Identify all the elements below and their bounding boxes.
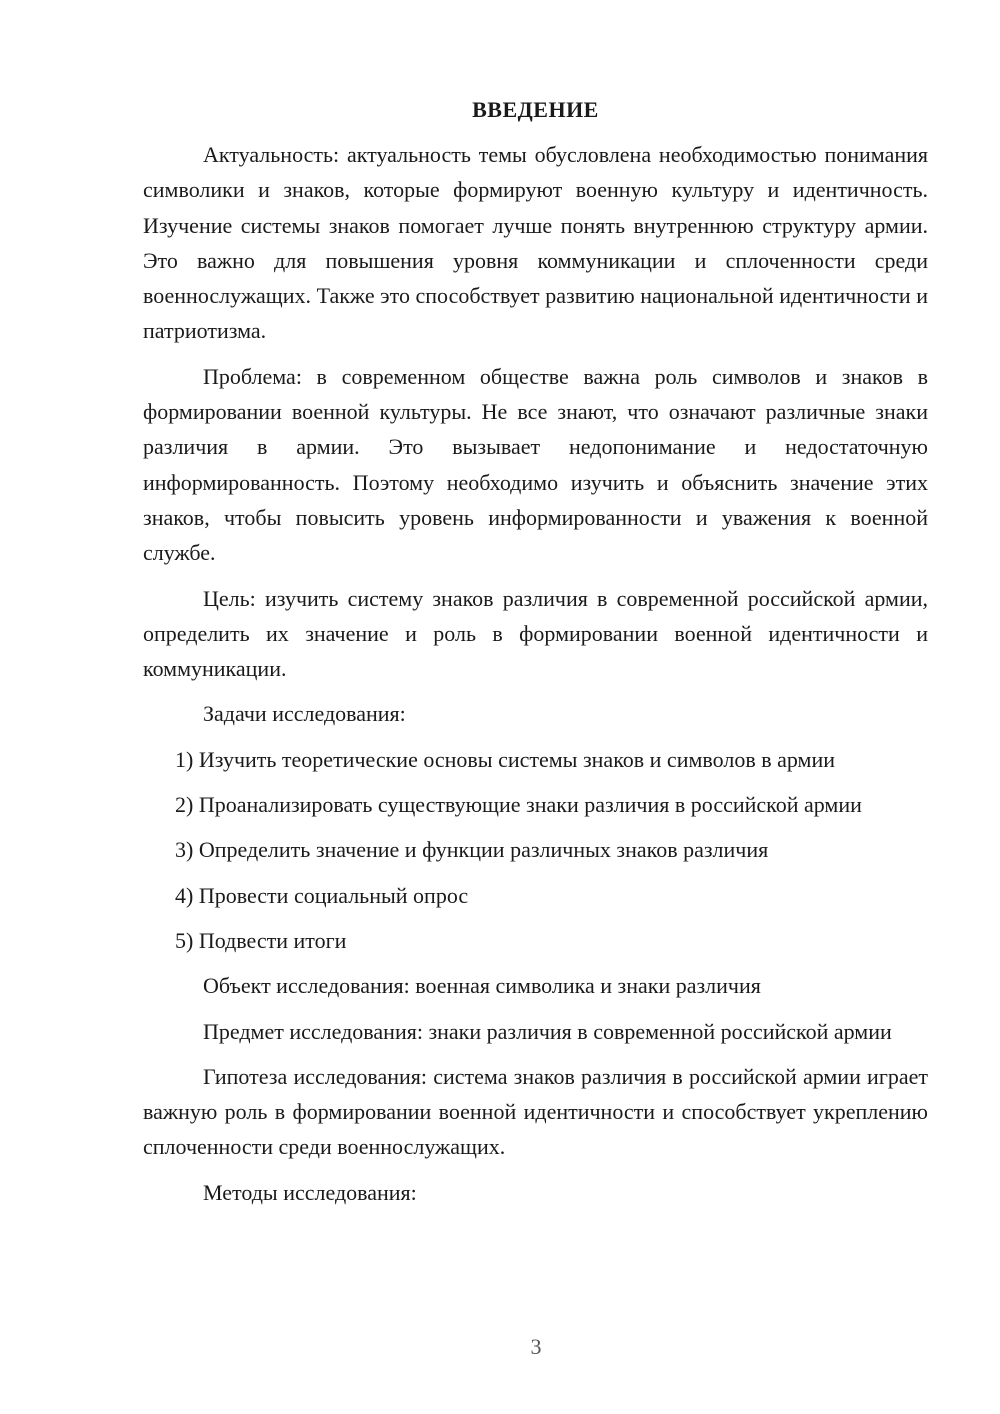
task-item-4: 4) Провести социальный опрос: [175, 882, 469, 908]
page-number: 3: [530, 1334, 542, 1359]
task-item-5: 5) Подвести итоги: [175, 927, 347, 953]
task-item-2: 2) Проанализировать существующие знаки различия в российской армии: [175, 792, 862, 818]
paragraph-tasks-heading: Задачи исследования:: [203, 701, 406, 727]
paragraph-subject: Предмет исследования: знаки различия в современной российской армии: [203, 1018, 892, 1044]
paragraph-relevance: Актуальность: актуальность темы обусловлена необходимостью понимания символики и знаков, которые формируют военную культуру и идентичность. Изучение системы знаков помогает лучше понять внутреннюю структуру армии. Это важно для повышения уровня коммуникации и сплоченности среди военнослужащих. Также это способствует развитию национальной идентичности и патриотизма.: [143, 142, 928, 344]
page-content: [143, 92, 928, 1220]
paragraph-goal: Цель: изучить систему знаков различия в современной российской армии, определить их значение и роль в формировании военной идентичности и коммуникации.: [143, 585, 928, 682]
task-item-3: 3) Определить значение и функции различных знаков различия: [175, 837, 769, 863]
paragraph-problem: Проблема: в современном обществе важна роль символов и знаков в формировании военной культуры. Не все знают, что означают различные знаки различия в армии. Это вызывает недопонимание и недостаточную информированность. Поэтому необходимо изучить и объяснить значение этих знаков, чтобы повысить уровень информированности и уважения к военной службе.: [143, 363, 928, 566]
paragraph-object: Объект исследования: военная символика и знаки различия: [203, 973, 761, 999]
paragraph-methods: Методы исследования:: [203, 1179, 417, 1205]
task-item-1: 1) Изучить теоретические основы системы знаков и символов в армии: [175, 746, 835, 772]
paragraph-hypothesis: Гипотеза исследования: система знаков различия в российской армии играет важную роль в формировании военной идентичности и способствует укреплению сплоченности среди военнослужащих.: [143, 1063, 928, 1160]
page-title: ВВЕДЕНИЕ: [472, 97, 599, 122]
